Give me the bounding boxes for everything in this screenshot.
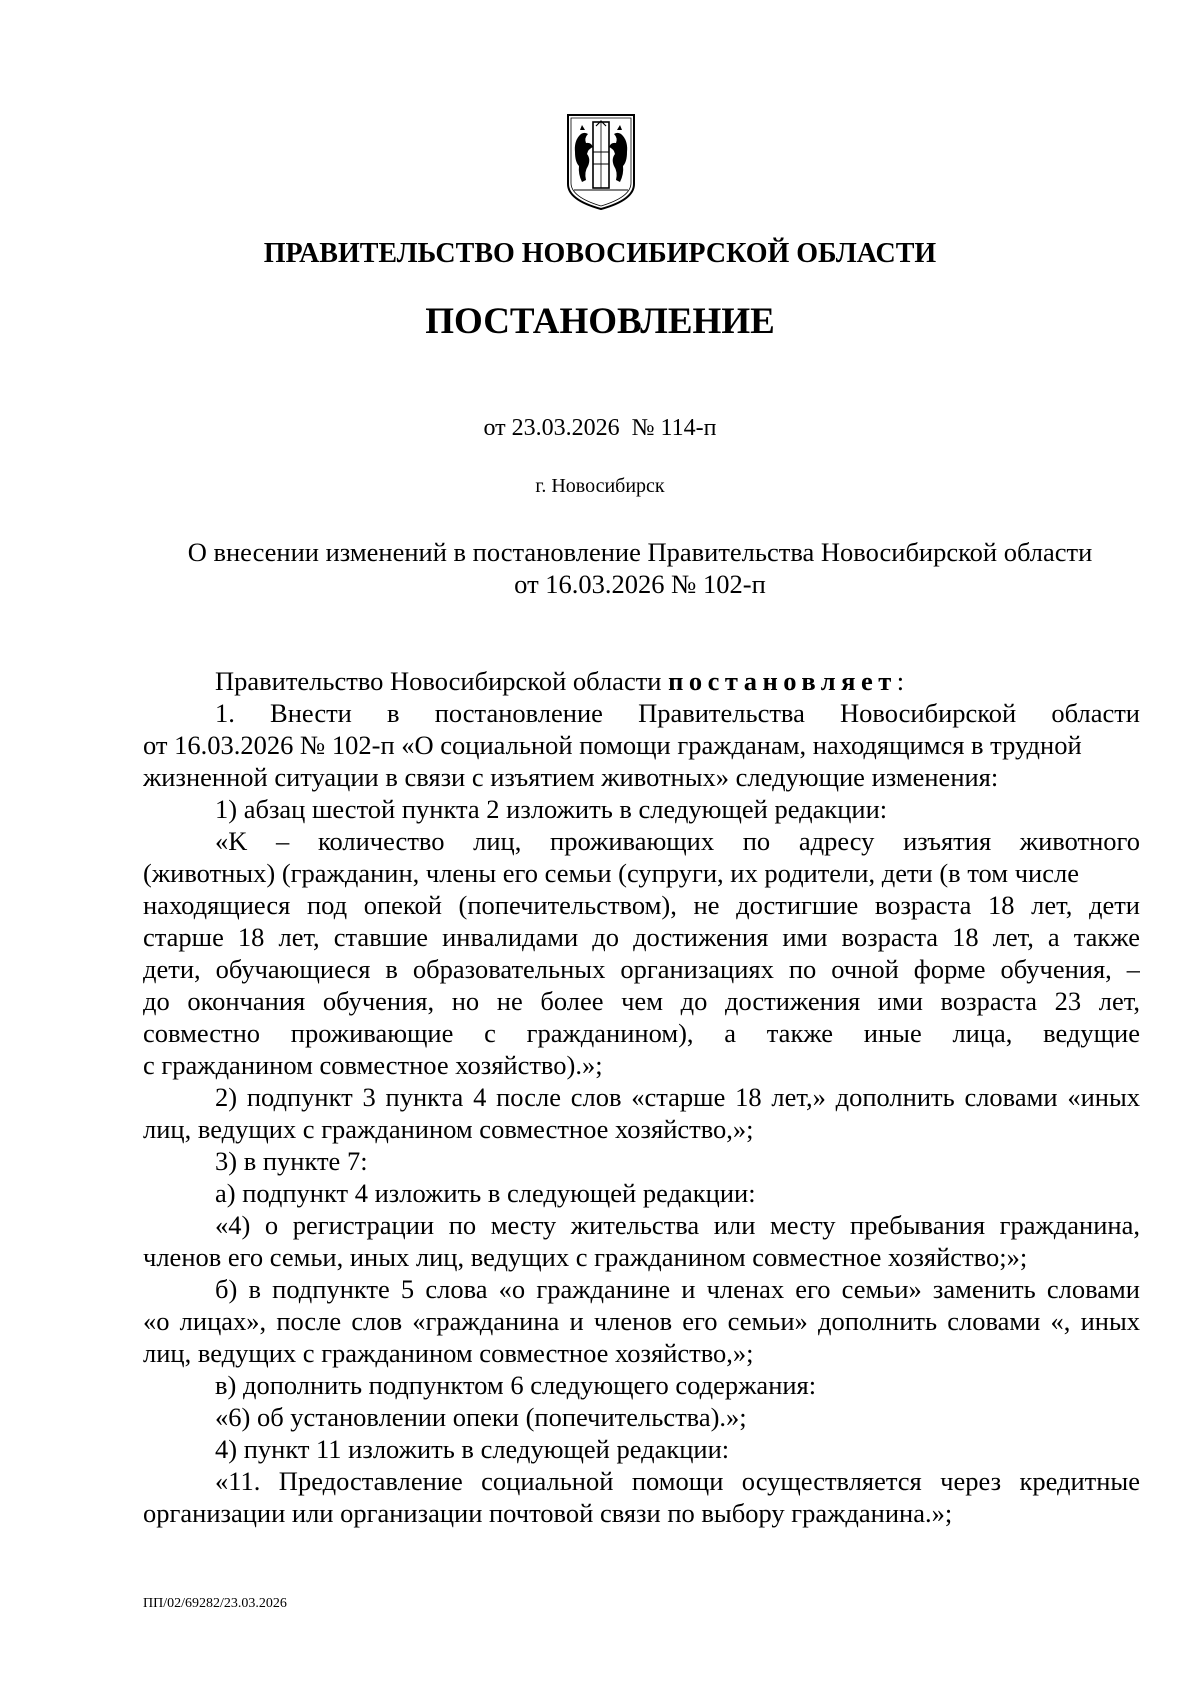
body-line: «11. Предоставление социальной помощи осуществляется через кредитные — [215, 1466, 1140, 1496]
preamble-keyword: постановляет — [668, 666, 897, 696]
body-line: а) подпункт 4 изложить в следующей редакции: — [215, 1178, 756, 1208]
body-line: 4) пункт 11 изложить в следующей редакции: — [215, 1434, 730, 1464]
preamble-colon: : — [896, 666, 905, 696]
body-line: (животных) (гражданин, члены его семьи (супруги, их родители, дети (в том числе — [143, 858, 1079, 888]
body-line: жизненной ситуации в связи с изъятием животных» следующие изменения: — [143, 762, 999, 792]
document-subject — [140, 536, 1140, 600]
document-footer-code: ПП/02/69282/23.03.2026 — [143, 1596, 287, 1611]
body-line: старше 18 лет, ставшие инвалидами до достижения ими возраста 18 лет, а также — [143, 922, 1140, 952]
body-line: членов его семьи, иных лиц, ведущих с гражданином совместное хозяйство;»; — [143, 1242, 1028, 1272]
document-type: ПОСТАНОВЛЕНИЕ — [425, 301, 775, 342]
body-line: «6) об установлении опеки (попечительства).»; — [215, 1402, 747, 1432]
body-line: 1. Внести в постановление Правительства Новосибирской области — [215, 698, 1140, 728]
body-line: «4) о регистрации по месту жительства или месту пребывания гражданина, — [215, 1210, 1140, 1240]
body-line: с гражданином совместное хозяйство).»; — [143, 1050, 603, 1080]
preamble — [143, 665, 1140, 697]
body-line: «о лицах», после слов «гражданина и членов его семьи» дополнить словами «, иных — [143, 1306, 1140, 1336]
body-line: 1) абзац шестой пункта 2 изложить в следующей редакции: — [215, 794, 888, 824]
body-line: 3) в пункте 7: — [215, 1146, 368, 1176]
coat-of-arms-icon — [566, 112, 636, 211]
body-line: до окончания обучения, но не более чем до достижения ими возраста 23 лет, — [143, 986, 1140, 1016]
preamble-text: Правительство Новосибирской области — [215, 666, 669, 696]
body-line: лиц, ведущих с гражданином совместное хозяйство,»; — [143, 1338, 754, 1368]
body-line: организации или организации почтовой связи по выбору гражданина.»; — [143, 1498, 953, 1528]
subject-line: от 16.03.2026 № 102-п — [514, 569, 766, 599]
organization-name: ПРАВИТЕЛЬСТВО НОВОСИБИРСКОЙ ОБЛАСТИ — [263, 238, 937, 269]
body-line: б) в подпункте 5 слова «о гражданине и членах его семьи» заменить словами — [215, 1274, 1140, 1304]
body-line: находящиеся под опекой (попечительством), не достигшие возраста 18 лет, дети — [143, 890, 1140, 920]
body-line: 2) подпункт 3 пункта 4 после слов «старше 18 лет,» дополнить словами «иных — [215, 1082, 1140, 1112]
document-place: г. Новосибирск — [535, 475, 665, 497]
document-date-number: от 23.03.2026 № 114-п — [483, 415, 717, 441]
subject-line: О внесении изменений в постановление Правительства Новосибирской области — [187, 537, 1093, 567]
body-line: от 16.03.2026 № 102-п «О социальной помощи гражданам, находящимся в трудной — [143, 730, 1082, 760]
body-line: совместно проживающие с гражданином), а также иные лица, ведущие — [143, 1018, 1140, 1048]
body-line: лиц, ведущих с гражданином совместное хозяйство,»; — [143, 1114, 754, 1144]
body-line: дети, обучающиеся в образовательных организациях по очной форме обучения, – — [143, 954, 1140, 984]
document-body — [143, 665, 1140, 1529]
body-line: в) дополнить подпунктом 6 следующего содержания: — [215, 1370, 817, 1400]
body-line: «K – количество лиц, проживающих по адресу изъятия животного — [215, 826, 1140, 856]
